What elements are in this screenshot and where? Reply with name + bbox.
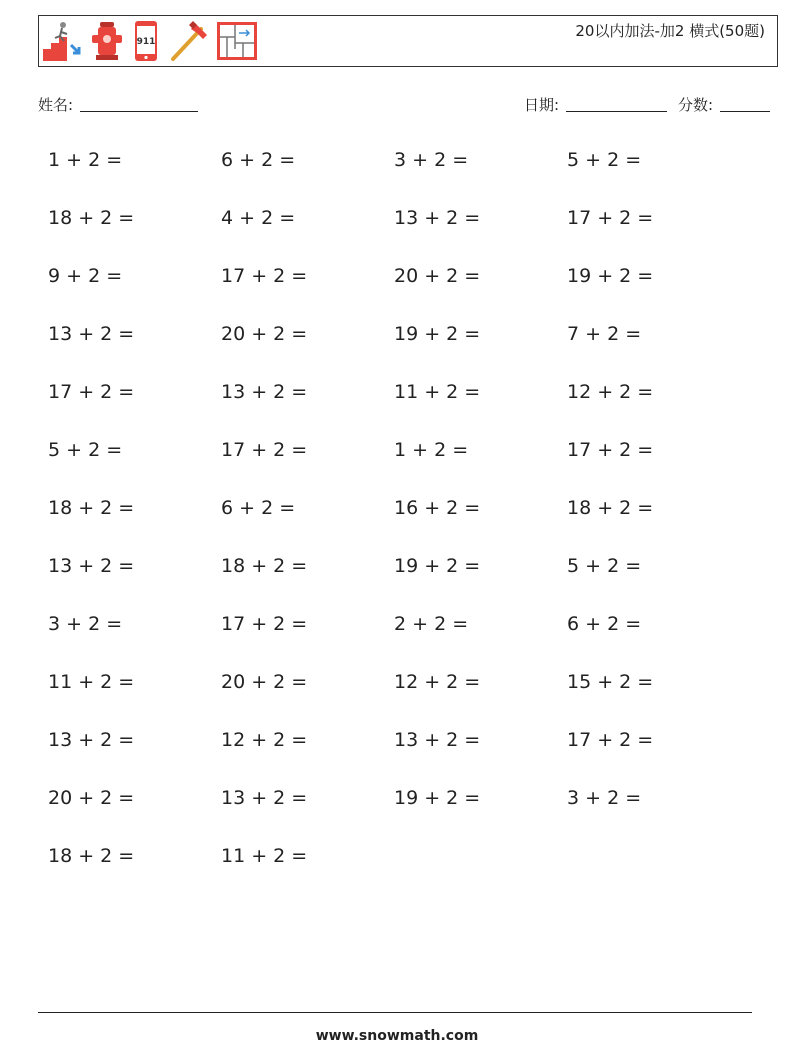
- problem-item: 11 + 2 =: [394, 381, 481, 403]
- footer-divider: [38, 1012, 752, 1013]
- problem-item: 20 + 2 =: [221, 323, 308, 345]
- problem-item: 17 + 2 =: [567, 439, 654, 461]
- problem-item: 13 + 2 =: [394, 207, 481, 229]
- problem-row: [48, 146, 748, 204]
- problem-item: 6 + 2 =: [221, 497, 296, 519]
- problem-item: 18 + 2 =: [48, 207, 135, 229]
- name-field[interactable]: [80, 111, 198, 112]
- score-label: 分数:: [678, 96, 714, 114]
- problem-row: [48, 320, 748, 378]
- problem-row: [48, 784, 748, 842]
- problem-row: [48, 378, 748, 436]
- problem-item: 17 + 2 =: [221, 439, 308, 461]
- problem-item: 17 + 2 =: [221, 613, 308, 635]
- phone-911-icon: [129, 19, 163, 63]
- problem-item: 15 + 2 =: [567, 671, 654, 693]
- problem-item: 12 + 2 =: [567, 381, 654, 403]
- problem-item: 17 + 2 =: [221, 265, 308, 287]
- problem-row: [48, 494, 748, 552]
- date-label: 日期:: [524, 96, 560, 114]
- problem-item: 18 + 2 =: [221, 555, 308, 577]
- problem-item: 18 + 2 =: [48, 497, 135, 519]
- problem-item: 1 + 2 =: [48, 149, 123, 171]
- problem-item: 13 + 2 =: [48, 323, 135, 345]
- icon-strip: [41, 18, 263, 64]
- problem-item: 5 + 2 =: [567, 149, 642, 171]
- problem-row: [48, 842, 748, 900]
- problem-item: 11 + 2 =: [48, 671, 135, 693]
- problem-item: 12 + 2 =: [394, 671, 481, 693]
- problem-row: [48, 436, 748, 494]
- fire-axe-icon: [167, 19, 211, 63]
- problem-row: [48, 552, 748, 610]
- date-field[interactable]: [566, 111, 667, 112]
- problem-item: 17 + 2 =: [48, 381, 135, 403]
- problem-item: 17 + 2 =: [567, 207, 654, 229]
- problem-item: 9 + 2 =: [48, 265, 123, 287]
- problem-row: [48, 726, 748, 784]
- problem-row: [48, 610, 748, 668]
- problem-item: 5 + 2 =: [567, 555, 642, 577]
- problem-row: [48, 262, 748, 320]
- score-field[interactable]: [720, 111, 770, 112]
- problem-item: 18 + 2 =: [567, 497, 654, 519]
- problem-item: 3 + 2 =: [48, 613, 123, 635]
- problem-item: 7 + 2 =: [567, 323, 642, 345]
- problem-item: 2 + 2 =: [394, 613, 469, 635]
- problem-item: 20 + 2 =: [394, 265, 481, 287]
- problem-item: 3 + 2 =: [567, 787, 642, 809]
- problem-row: [48, 668, 748, 726]
- problem-item: 13 + 2 =: [221, 381, 308, 403]
- problem-item: 18 + 2 =: [48, 845, 135, 867]
- problem-item: 11 + 2 =: [221, 845, 308, 867]
- name-label: 姓名:: [38, 96, 74, 114]
- problem-item: 4 + 2 =: [221, 207, 296, 229]
- problem-item: 19 + 2 =: [394, 323, 481, 345]
- problem-item: 19 + 2 =: [394, 555, 481, 577]
- problem-item: 20 + 2 =: [48, 787, 135, 809]
- problem-item: 16 + 2 =: [394, 497, 481, 519]
- worksheet-title: 20以内加法-加2 横式(50题): [575, 22, 765, 40]
- problem-item: 20 + 2 =: [221, 671, 308, 693]
- problem-item: 19 + 2 =: [394, 787, 481, 809]
- problem-item: 13 + 2 =: [394, 729, 481, 751]
- stairs-exit-icon: [41, 19, 85, 63]
- problem-item: 12 + 2 =: [221, 729, 308, 751]
- footer-url: www.snowmath.com: [315, 1028, 479, 1044]
- problem-item: 13 + 2 =: [48, 729, 135, 751]
- problem-item: 13 + 2 =: [221, 787, 308, 809]
- problem-row: [48, 204, 748, 262]
- problem-item: 19 + 2 =: [567, 265, 654, 287]
- phone-911-text: 911: [136, 37, 156, 47]
- problem-item: 6 + 2 =: [221, 149, 296, 171]
- problem-item: 17 + 2 =: [567, 729, 654, 751]
- problem-item: 6 + 2 =: [567, 613, 642, 635]
- problem-item: 13 + 2 =: [48, 555, 135, 577]
- worksheet-header: [38, 15, 778, 67]
- problem-grid: [48, 146, 748, 900]
- problem-item: 1 + 2 =: [394, 439, 469, 461]
- problem-item: 5 + 2 =: [48, 439, 123, 461]
- problem-item: 3 + 2 =: [394, 149, 469, 171]
- evacuation-map-icon: [215, 19, 259, 63]
- fire-hydrant-icon: [89, 19, 125, 63]
